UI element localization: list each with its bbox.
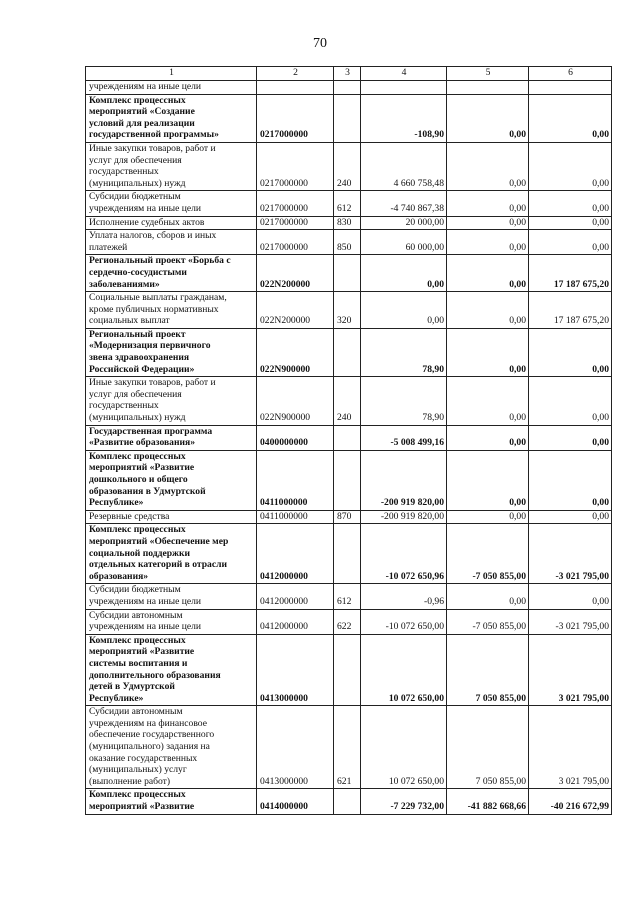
row-description xyxy=(86,425,257,450)
target-code: 022N200000 xyxy=(257,255,334,292)
description-line: Субсидии автономным xyxy=(89,609,183,621)
expense-type: 612 xyxy=(334,191,361,216)
value-col-6: 0,00 xyxy=(529,510,612,524)
column-header: 1 xyxy=(86,67,257,81)
description-line: мероприятий «Развитие xyxy=(89,462,195,474)
target-code: 0414000000 xyxy=(257,789,334,814)
description-line: Комплекс процессных xyxy=(89,94,186,106)
target-code: 0217000000 xyxy=(257,191,334,216)
column-header: 3 xyxy=(334,67,361,81)
value-col-4: 4 660 758,48 xyxy=(361,142,447,190)
value-col-6: 0,00 xyxy=(529,216,612,230)
description-line: Российской Федерации» xyxy=(89,363,195,375)
value-col-6: -3 021 795,00 xyxy=(529,524,612,584)
target-code: 0400000000 xyxy=(257,425,334,450)
expense-type: 240 xyxy=(334,142,361,190)
value-col-4 xyxy=(361,81,447,95)
value-col-5: 0,00 xyxy=(447,191,529,216)
value-col-6: 17 187 675,20 xyxy=(529,255,612,292)
row-description xyxy=(86,230,257,255)
description-line: заболеваниями» xyxy=(89,278,160,290)
description-line: социальной поддержки xyxy=(89,547,191,559)
expense-type: 830 xyxy=(334,216,361,230)
value-col-4: -5 008 499,16 xyxy=(361,425,447,450)
row-description xyxy=(86,142,257,190)
description-line: учреждениям на иные цели xyxy=(89,202,202,214)
value-col-5: 7 050 855,00 xyxy=(447,634,529,706)
description-line: мероприятий «Обеспечение мер xyxy=(89,535,229,547)
target-code xyxy=(257,81,334,95)
value-col-5: 0,00 xyxy=(447,230,529,255)
description-line: (муниципальных) нужд xyxy=(89,412,186,424)
table-row xyxy=(86,510,612,524)
expense-type: 240 xyxy=(334,377,361,425)
target-code: 0411000000 xyxy=(257,450,334,510)
value-col-6: 3 021 795,00 xyxy=(529,706,612,789)
value-col-5: 0,00 xyxy=(447,584,529,609)
description-line: Иные закупки товаров, работ и xyxy=(89,377,216,389)
table-row xyxy=(86,789,612,814)
value-col-6: 0,00 xyxy=(529,425,612,450)
value-col-4: -200 919 820,00 xyxy=(361,510,447,524)
value-col-4: -0,96 xyxy=(361,584,447,609)
description-line: платежей xyxy=(89,241,128,253)
value-col-5: 0,00 xyxy=(447,510,529,524)
expense-type: 320 xyxy=(334,292,361,329)
value-col-4: -10 072 650,96 xyxy=(361,524,447,584)
value-col-4: 0,00 xyxy=(361,255,447,292)
table-row xyxy=(86,706,612,789)
expense-type xyxy=(334,425,361,450)
row-description xyxy=(86,609,257,634)
row-description xyxy=(86,789,257,814)
value-col-6: -3 021 795,00 xyxy=(529,609,612,634)
value-col-4: -108,90 xyxy=(361,94,447,142)
description-line: Исполнение судебных актов xyxy=(89,216,205,228)
description-line: Республике» xyxy=(89,497,144,509)
row-description xyxy=(86,81,257,95)
expense-type xyxy=(334,634,361,706)
value-col-5: 0,00 xyxy=(447,94,529,142)
description-line: мероприятий «Создание xyxy=(89,106,195,118)
value-col-5: 0,00 xyxy=(447,450,529,510)
value-col-4: -7 229 732,00 xyxy=(361,789,447,814)
row-description xyxy=(86,524,257,584)
description-line: звена здравоохранения xyxy=(89,352,190,364)
table-row xyxy=(86,524,612,584)
description-line: Субсидии автономным xyxy=(89,706,183,718)
value-col-4: 78,90 xyxy=(361,377,447,425)
description-line: учреждениям на иные цели xyxy=(89,595,202,607)
table-row xyxy=(86,634,612,706)
table-row xyxy=(86,328,612,376)
value-col-4: -200 919 820,00 xyxy=(361,450,447,510)
description-line: «Развитие образования» xyxy=(89,437,196,449)
value-col-6: 0,00 xyxy=(529,377,612,425)
description-line: Уплата налогов, сборов и иных xyxy=(89,230,217,242)
target-code: 0413000000 xyxy=(257,706,334,789)
table-row xyxy=(86,81,612,95)
table-row xyxy=(86,255,612,292)
value-col-4: 10 072 650,00 xyxy=(361,706,447,789)
value-col-4: -4 740 867,38 xyxy=(361,191,447,216)
value-col-6: 3 021 795,00 xyxy=(529,634,612,706)
description-line: (муниципального) задания на xyxy=(89,741,210,753)
description-line: Региональный проект xyxy=(89,328,186,340)
expense-type xyxy=(334,789,361,814)
expense-type xyxy=(334,450,361,510)
table-row xyxy=(86,584,612,609)
value-col-6: 0,00 xyxy=(529,94,612,142)
description-line: «Модернизация первичного xyxy=(89,340,211,352)
target-code: 022N200000 xyxy=(257,292,334,329)
target-code: 0411000000 xyxy=(257,510,334,524)
table-row xyxy=(86,94,612,142)
table-row xyxy=(86,216,612,230)
value-col-5: -41 882 668,66 xyxy=(447,789,529,814)
value-col-5: 0,00 xyxy=(447,292,529,329)
value-col-5: 0,00 xyxy=(447,377,529,425)
row-description xyxy=(86,377,257,425)
table-row xyxy=(86,230,612,255)
target-code: 0217000000 xyxy=(257,94,334,142)
value-col-6: 0,00 xyxy=(529,142,612,190)
description-line: Комплекс процессных xyxy=(89,634,186,646)
target-code: 0412000000 xyxy=(257,609,334,634)
description-line: (выполнение работ) xyxy=(89,775,171,787)
row-description xyxy=(86,216,257,230)
row-description xyxy=(86,706,257,789)
description-line: дошкольного и общего xyxy=(89,474,188,485)
row-description xyxy=(86,584,257,609)
row-description xyxy=(86,510,257,524)
row-description xyxy=(86,94,257,142)
value-col-4: 0,00 xyxy=(361,292,447,329)
table-row xyxy=(86,450,612,510)
row-description xyxy=(86,191,257,216)
description-line: Субсидии бюджетным xyxy=(89,191,181,203)
description-line: образования в Удмуртской xyxy=(89,485,206,497)
description-line: (муниципальных) услуг xyxy=(89,764,187,776)
description-line: учреждениям на иные цели xyxy=(89,621,202,633)
value-col-4: 78,90 xyxy=(361,328,447,376)
description-line: социальных выплат xyxy=(89,315,170,327)
description-line: обеспечение государственного xyxy=(89,729,215,741)
value-col-5: 0,00 xyxy=(447,328,529,376)
value-col-6: 0,00 xyxy=(529,450,612,510)
description-line: Региональный проект «Борьба с xyxy=(89,255,231,267)
description-line: Комплекс процессных xyxy=(89,524,186,536)
target-code: 022N900000 xyxy=(257,377,334,425)
expense-type: 850 xyxy=(334,230,361,255)
target-code: 0217000000 xyxy=(257,216,334,230)
row-description xyxy=(86,255,257,292)
expense-type xyxy=(334,328,361,376)
value-col-4: 20 000,00 xyxy=(361,216,447,230)
expense-type xyxy=(334,524,361,584)
table-header-row xyxy=(86,67,612,81)
description-line: сердечно-сосудистыми xyxy=(89,266,187,278)
description-line: услуг для обеспечения xyxy=(89,154,182,166)
target-code: 0413000000 xyxy=(257,634,334,706)
expense-type xyxy=(334,255,361,292)
value-col-6: 17 187 675,20 xyxy=(529,292,612,329)
value-col-6: 0,00 xyxy=(529,584,612,609)
row-description xyxy=(86,450,257,510)
expense-type xyxy=(334,81,361,95)
table-row xyxy=(86,377,612,425)
column-header: 6 xyxy=(529,67,612,81)
table-row xyxy=(86,142,612,190)
description-line: отдельных категорий в отрасли xyxy=(89,559,228,571)
description-line: системы воспитания и xyxy=(89,657,188,669)
description-line: образования» xyxy=(89,570,149,582)
value-col-4: 60 000,00 xyxy=(361,230,447,255)
value-col-6: 0,00 xyxy=(529,328,612,376)
expense-type: 621 xyxy=(334,706,361,789)
value-col-4: -10 072 650,00 xyxy=(361,609,447,634)
table-row xyxy=(86,191,612,216)
value-col-6: -40 216 672,99 xyxy=(529,789,612,814)
description-line: Государственная программа xyxy=(89,425,213,437)
description-line: Субсидии бюджетным xyxy=(89,584,181,596)
description-line: кроме публичных нормативных xyxy=(89,303,219,315)
row-description xyxy=(86,292,257,329)
description-line: (муниципальных) нужд xyxy=(89,177,186,189)
column-header: 4 xyxy=(361,67,447,81)
value-col-5 xyxy=(447,81,529,95)
target-code: 0412000000 xyxy=(257,524,334,584)
budget-table xyxy=(85,66,612,815)
value-col-5: 0,00 xyxy=(447,425,529,450)
expense-type: 870 xyxy=(334,510,361,524)
expense-type: 612 xyxy=(334,584,361,609)
description-line: государственных xyxy=(89,166,159,178)
table-row xyxy=(86,292,612,329)
value-col-5: 0,00 xyxy=(447,216,529,230)
description-line: услуг для обеспечения xyxy=(89,388,182,400)
description-line: условий для реализации xyxy=(89,117,195,129)
value-col-6: 0,00 xyxy=(529,191,612,216)
value-col-6: 0,00 xyxy=(529,230,612,255)
target-code: 0412000000 xyxy=(257,584,334,609)
table-row xyxy=(86,425,612,450)
description-line: мероприятий «Развитие xyxy=(89,646,195,658)
value-col-6 xyxy=(529,81,612,95)
description-line: государственных xyxy=(89,400,159,412)
description-line: Социальные выплаты гражданам, xyxy=(89,292,227,304)
value-col-5: -7 050 855,00 xyxy=(447,609,529,634)
description-line: учреждениям на иные цели xyxy=(89,81,202,92)
value-col-4: 10 072 650,00 xyxy=(361,634,447,706)
description-line: детей в Удмуртской xyxy=(89,681,175,693)
table-row xyxy=(86,609,612,634)
description-line: Резервные средства xyxy=(89,510,170,522)
target-code: 022N900000 xyxy=(257,328,334,376)
expense-type xyxy=(334,94,361,142)
description-line: Комплекс процессных xyxy=(89,789,186,801)
value-col-5: -7 050 855,00 xyxy=(447,524,529,584)
target-code: 0217000000 xyxy=(257,230,334,255)
expense-type: 622 xyxy=(334,609,361,634)
description-line: государственной программы» xyxy=(89,129,219,141)
value-col-5: 0,00 xyxy=(447,142,529,190)
page-number: 70 xyxy=(313,36,327,51)
row-description xyxy=(86,634,257,706)
row-description xyxy=(86,328,257,376)
description-line: Комплекс процессных xyxy=(89,450,186,462)
description-line: дополнительного образования xyxy=(89,669,221,681)
column-header: 2 xyxy=(257,67,334,81)
value-col-5: 0,00 xyxy=(447,255,529,292)
description-line: учреждениям на финансовое xyxy=(89,717,207,729)
value-col-5: 7 050 855,00 xyxy=(447,706,529,789)
description-line: оказание государственных xyxy=(89,752,198,764)
description-line: мероприятий «Развитие xyxy=(89,801,195,813)
description-line: Республике» xyxy=(89,692,144,704)
column-header: 5 xyxy=(447,67,529,81)
description-line: Иные закупки товаров, работ и xyxy=(89,142,216,154)
target-code: 0217000000 xyxy=(257,142,334,190)
